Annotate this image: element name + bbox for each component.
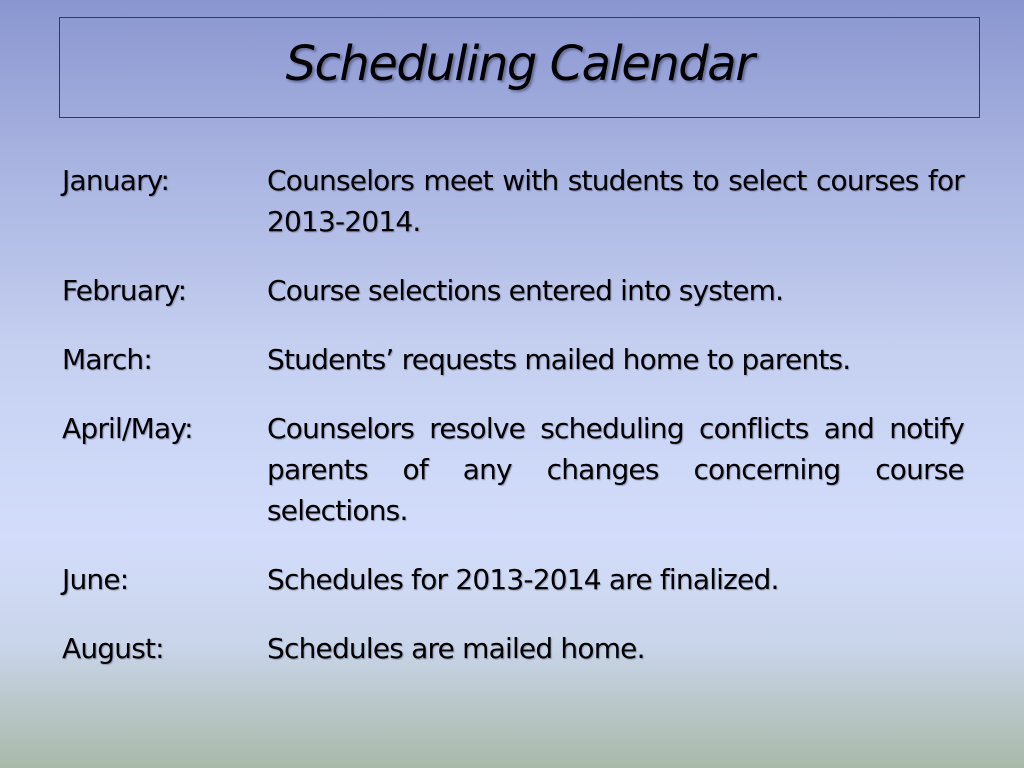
schedule-description: Students’ requests mailed home to parents. bbox=[267, 343, 851, 376]
schedule-description: Counselors resolve scheduling conflicts and notify parents of any changes concerning course selections. bbox=[267, 412, 964, 527]
schedule-row-march bbox=[62, 339, 964, 380]
month-label: August: bbox=[62, 632, 164, 665]
schedule-description: Schedules are mailed home. bbox=[267, 632, 645, 665]
schedule-row-august bbox=[62, 628, 964, 669]
schedule-row-february bbox=[62, 270, 964, 311]
schedule-list bbox=[62, 160, 964, 697]
month-label: March: bbox=[62, 343, 152, 376]
schedule-row-june bbox=[62, 559, 964, 600]
month-label: April/May: bbox=[62, 412, 193, 445]
slide-title: Scheduling Calendar bbox=[285, 35, 754, 92]
schedule-row-april-may bbox=[62, 408, 964, 531]
schedule-description: Counselors meet with students to select courses for 2013-2014. bbox=[267, 164, 964, 238]
month-label: February: bbox=[62, 274, 187, 307]
schedule-description: Course selections entered into system. bbox=[267, 274, 784, 307]
schedule-row-january bbox=[62, 160, 964, 242]
month-label: January: bbox=[62, 164, 170, 197]
title-box bbox=[59, 17, 980, 118]
month-label: June: bbox=[62, 563, 129, 596]
schedule-description: Schedules for 2013-2014 are finalized. bbox=[267, 563, 779, 596]
